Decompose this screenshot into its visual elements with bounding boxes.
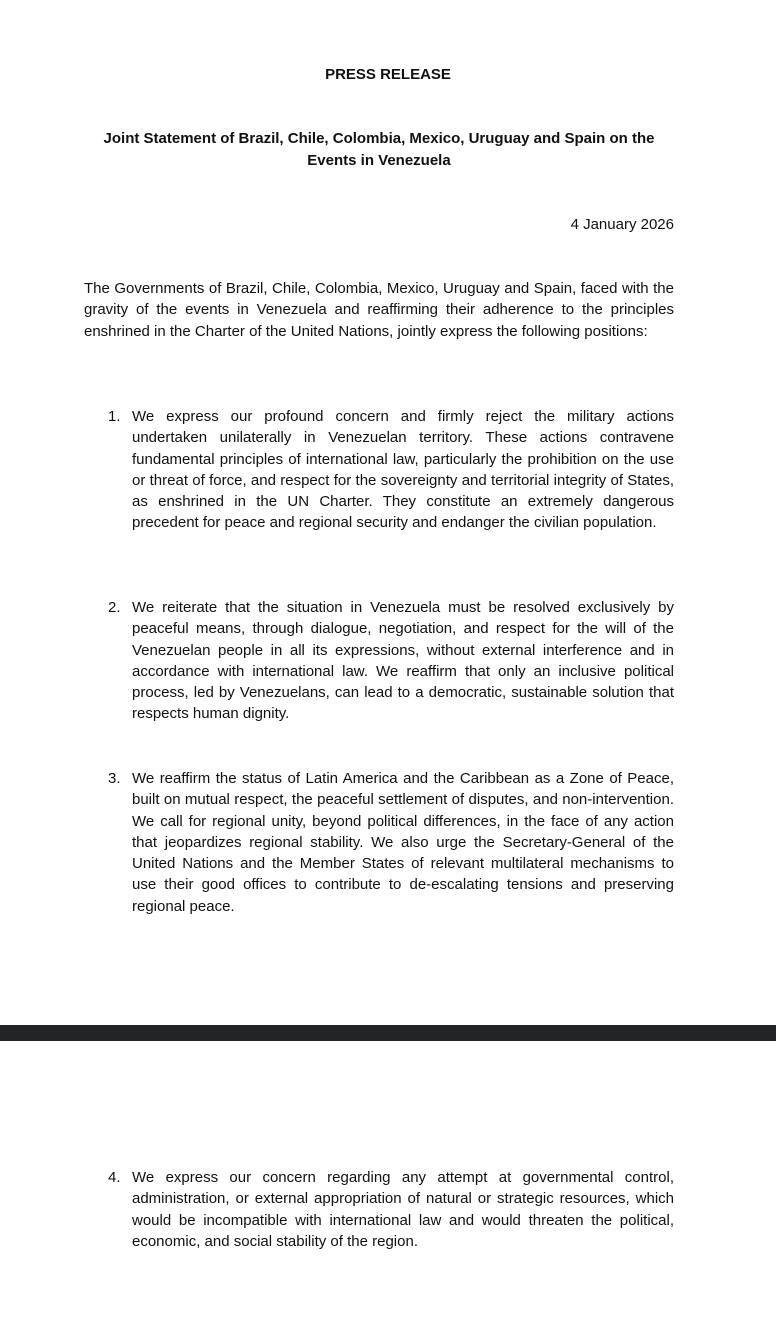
press-release-heading: PRESS RELEASE xyxy=(325,66,451,83)
statement-title xyxy=(84,128,674,171)
list-item-number: 3. xyxy=(108,770,121,787)
statement-title-line-2: Events in Venezuela xyxy=(307,151,451,169)
list-item-number: 2. xyxy=(108,599,121,616)
list-item-text: We reaffirm the status of Latin America and the Caribbean as a Zone of Peace, built on mutual respect, the peaceful settlement of disputes, and non-intervention. We call for regional unity, beyond political differences, in the face of any action that jeopardizes regional stability. We also urge the Secretary-General of the United Nations and the Member States of relevant multilateral mechanisms to use their good offices to contribute to de-escalating tensions and preserving regional peace. xyxy=(132,770,674,915)
intro-paragraph: The Governments of Brazil, Chile, Colombia, Mexico, Uruguay and Spain, faced with the gravity of the events in Venezuela and reaffirming their adherence to the principles enshrined in the Charter of the United Nations, jointly express the following positions: xyxy=(84,280,674,340)
statement-title-line-1: Joint Statement of Brazil, Chile, Colombia, Mexico, Uruguay and Spain on the xyxy=(103,130,655,147)
list-item xyxy=(108,597,674,725)
list-item-number: 4. xyxy=(108,1169,121,1186)
list-item xyxy=(108,768,674,917)
list-item-number: 1. xyxy=(108,408,121,425)
list-item xyxy=(108,406,674,534)
list-item-text: We reiterate that the situation in Venezuela must be resolved exclusively by peaceful means, through dialogue, negotiation, and respect for the will of the Venezuelan people in all its expressions, without external interference and in accordance with international law. We reaffirm that only an inclusive political process, led by Venezuelans, can lead to a democratic, sustainable solution that respects human dignity. xyxy=(132,599,674,723)
list-item xyxy=(108,1167,674,1252)
list-item-text: We express our concern regarding any attempt at governmental control, administration, or external appropriation of natural or strategic resources, which would be incompatible with international law and would threaten the political, economic, and social stability of the region. xyxy=(132,1169,674,1250)
list-item-text: We express our profound concern and firmly reject the military actions undertaken unilaterally in Venezuelan territory. These actions contravene fundamental principles of international law, particularly the prohibition on the use or threat of force, and respect for the sovereignty and territorial integrity of States, as enshrined in the UN Charter. They constitute an extremely dangerous precedent for peace and regional security and endanger the civilian population. xyxy=(132,408,674,532)
page-separator xyxy=(0,1025,776,1041)
statement-date: 4 January 2026 xyxy=(570,216,674,233)
